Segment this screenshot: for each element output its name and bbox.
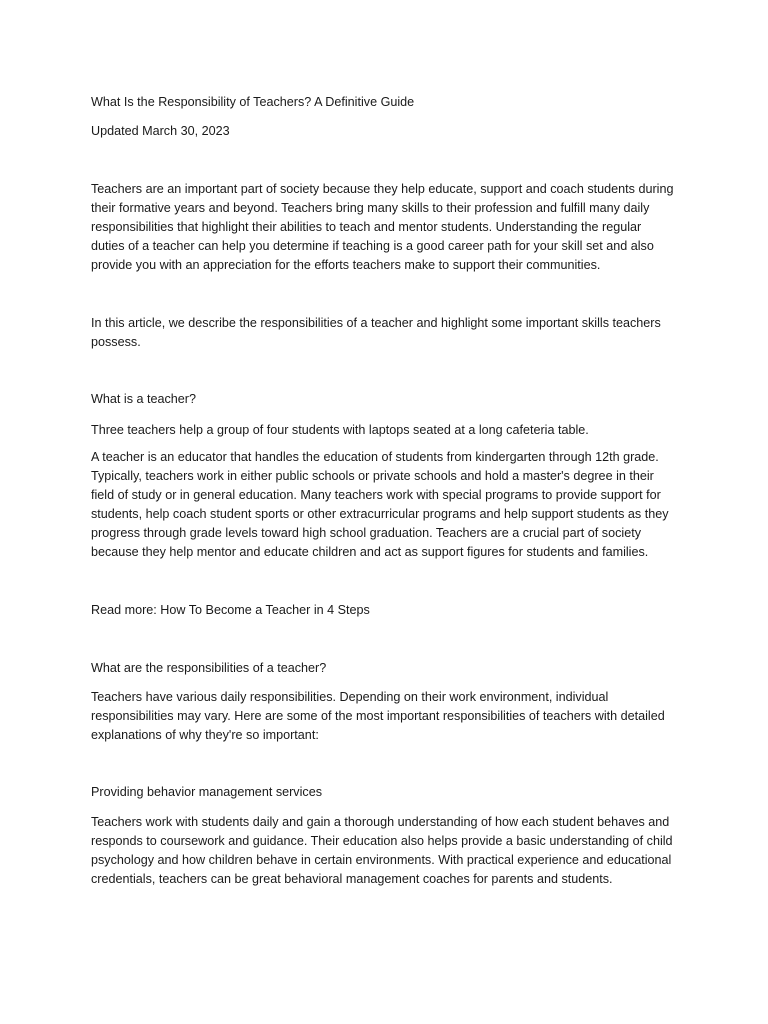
what-is-line: Typically, teachers work in either public schools or private schools and hold a master's degree in their [91, 469, 654, 483]
scope-paragraph [91, 314, 691, 352]
scope-line: possess. [91, 335, 141, 349]
behavior-paragraph [91, 813, 691, 889]
what-is-line: field of study or in general education. Many teachers work with special programs to provide support for [91, 488, 661, 502]
intro-paragraph [91, 180, 691, 275]
what-is-line: students, help coach student sports or other extracurricular programs and help support students as they [91, 507, 669, 521]
what-is-paragraph [91, 448, 691, 562]
intro-line: their formative years and beyond. Teachers bring many skills to their profession and fulfill many daily [91, 201, 650, 215]
what-is-line: because they help mentor and educate children and act as support figures for students and families. [91, 545, 649, 559]
behavior-line: Teachers work with students daily and gain a thorough understanding of how each student behaves and [91, 815, 670, 829]
updated-date: Updated March 30, 2023 [91, 124, 230, 138]
responsibilities-line: responsibilities may vary. Here are some of the most important responsibilities of teachers with detailed [91, 709, 665, 723]
behavior-line: credentials, teachers can be great behavioral management coaches for parents and students. [91, 872, 613, 886]
document-title: What Is the Responsibility of Teachers? A Definitive Guide [91, 95, 415, 109]
what-is-line: progress through grade levels toward high school graduation. Teachers are a crucial part of society [91, 526, 642, 540]
image-caption: Three teachers help a group of four students with laptops seated at a long cafeteria table. [91, 423, 589, 437]
section-heading-behavior: Providing behavior management services [91, 785, 323, 799]
section-heading-responsibilities: What are the responsibilities of a teacher? [91, 661, 327, 675]
responsibilities-line: Teachers have various daily responsibilities. Depending on their work environment, individual [91, 690, 609, 704]
intro-line: Teachers are an important part of society because they help educate, support and coach students during [91, 182, 674, 196]
section-heading-what-is: What is a teacher? [91, 392, 196, 406]
scope-line: In this article, we describe the responsibilities of a teacher and highlight some important skills teachers [91, 316, 661, 330]
intro-line: provide you with an appreciation for the efforts teachers make to support their communities. [91, 258, 601, 272]
intro-line: duties of a teacher can help you determine if teaching is a good career path for your skill set and also [91, 239, 654, 253]
responsibilities-paragraph [91, 688, 691, 745]
intro-line: responsibilities that highlight their abilities to teach and mentor students. Understanding the regular [91, 220, 642, 234]
what-is-line: A teacher is an educator that handles the education of students from kindergarten through 12th grade. [91, 450, 659, 464]
read-more-link-text: Read more: How To Become a Teacher in 4 Steps [91, 603, 370, 617]
behavior-line: psychology and how children behave in certain environments. With practical experience and educational [91, 853, 672, 867]
behavior-line: responds to coursework and guidance. Their education also helps provide a basic understanding of child [91, 834, 673, 848]
responsibilities-line: explanations of why they're so important: [91, 728, 319, 742]
